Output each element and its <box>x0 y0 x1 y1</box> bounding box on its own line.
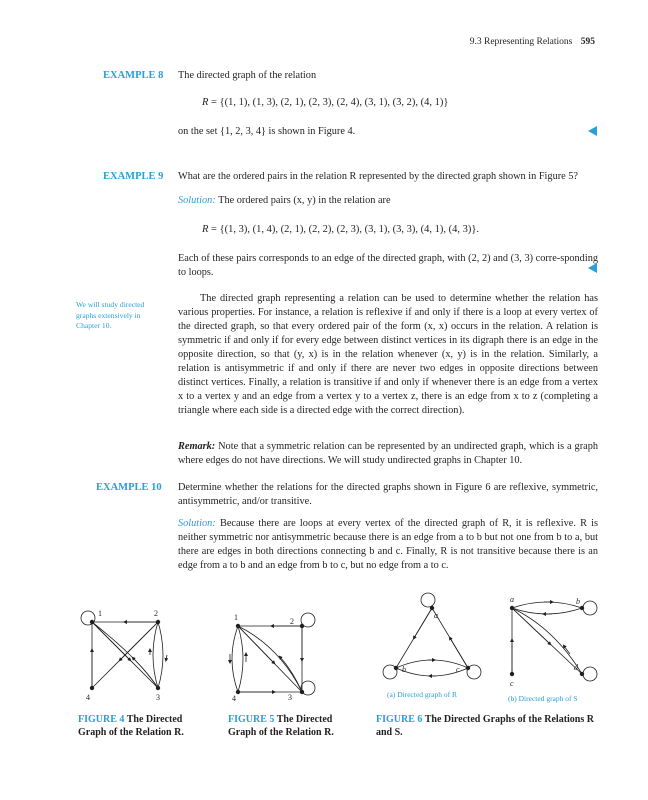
vertex-label: c <box>456 665 460 674</box>
example-10-question: Determine whether the relations for the directed graphs shown in Figure 6 are reflexive, symmetric, antisymmetric, and/or transitive. <box>178 482 598 507</box>
example-9-equation <box>202 224 479 235</box>
figure-5-graph <box>222 602 326 706</box>
vertex-3 <box>156 686 160 690</box>
vertex-1 <box>90 620 94 624</box>
caption-text: The Directed Graphs of the Relations R and S. <box>376 714 594 738</box>
figure-4-caption <box>78 714 193 739</box>
figure-label: FIGURE 6 <box>376 714 423 725</box>
vertex-label: 1 <box>234 613 238 622</box>
example-9-followup: Each of these pairs corresponds to an edge of the directed graph, with (2, 2) and (3, 3) corre-sponding to loops. <box>178 253 598 278</box>
solution-text: Because there are loops at every vertex of the directed graph of R, it is reflexive. R is neither symmetric nor antisymmetric because there is an edge from a to b but not one from b to a, but there are edges in both directions connecting b and c. Finally, R is not transitive because there is an edge from a to b and an edge from b to c, but no edge from a to c. <box>178 518 598 571</box>
figure-label: FIGURE 5 <box>228 714 275 725</box>
vertex-b <box>580 606 584 610</box>
page-number: 595 <box>580 37 595 47</box>
example-8-equation <box>202 97 448 108</box>
margin-note: We will study directed graphs extensively in Chapter 10. <box>76 300 145 330</box>
example-9-label: EXAMPLE 9 <box>103 171 164 182</box>
vertex-label: a <box>510 595 514 604</box>
equation-rhs: = {(1, 3), (1, 4), (2, 1), (2, 2), (2, 3), (3, 1), (3, 3), (4, 1), (4, 3)}. <box>211 224 479 235</box>
edge-4-1 <box>238 626 243 692</box>
figure-5-caption <box>228 714 338 739</box>
vertex-label: 2 <box>290 617 294 626</box>
example-9-question: What are the ordered pairs in the relation R represented by the directed graph shown in Figure 5? <box>178 171 579 182</box>
vertex-a <box>510 606 514 610</box>
example-8-outro: on the set {1, 2, 3, 4} is shown in Figure 4. <box>178 126 356 137</box>
vertex-label: 1 <box>98 609 102 618</box>
vertex-label: 2 <box>154 609 158 618</box>
vertex-3 <box>300 690 304 694</box>
remark-paragraph <box>178 440 598 468</box>
vertex-2 <box>156 620 160 624</box>
loop-edge <box>583 667 597 681</box>
vertex-4 <box>236 690 240 694</box>
vertex-2 <box>300 624 304 628</box>
vertex-label: b <box>402 665 406 674</box>
vertex-label: b <box>576 597 580 606</box>
figure-4-graph <box>70 600 180 706</box>
remark-label: Remark: <box>178 441 216 452</box>
equation-lhs: R <box>202 97 209 108</box>
vertex-label: 4 <box>232 694 236 703</box>
figure-label: FIGURE 4 <box>78 714 125 725</box>
edge-2-3 <box>158 622 163 688</box>
example-10-solution <box>178 517 598 573</box>
figure-6a-caption: (a) Directed graph of R <box>387 690 457 699</box>
equation-lhs: R <box>202 224 209 235</box>
section-title: 9.3 Representing Relations <box>469 37 573 47</box>
example-8-intro: The directed graph of the relation <box>178 70 317 81</box>
properties-paragraph: The directed graph representing a relation can be used to determine whether the relation has various properties. For instance, a relation is reflexive if and only if there is a loop at every vertex of the directed graph, so that every ordered pair of the form (x, x) occurs in the relation. A relation is symmetric if and only if for every edge between distinct vertices in its digraph there is an edge in the opposite direction, so that (y, x) is in the relation whenever (x, y) is in the relation. Similarly, a relation is antisymmetric if and only if there are never two edges in opposite directions between distinct vertices. Finally, a relation is transitive if and only if whenever there is an edge from a vertex x to a vertex y and an edge from a vertex y to a vertex z, there is an edge from x to z (completing a triangle where each side is a directed edge with the correct direction). <box>178 293 598 416</box>
edge-1-4 <box>232 626 238 692</box>
figure-6b-caption: (b) Directed graph of S <box>508 694 578 703</box>
vertex-b <box>394 666 398 670</box>
vertex-label: 3 <box>156 693 160 702</box>
caption-text: The Directed Graph of the Relation R. <box>228 714 334 738</box>
figure-6-caption <box>376 714 598 739</box>
vertex-label: 4 <box>86 693 90 702</box>
vertex-c <box>510 672 514 676</box>
end-of-example-marker <box>588 126 597 136</box>
loop-edge <box>421 593 435 607</box>
vertex-c <box>466 666 470 670</box>
figure-6a-graph <box>378 588 488 690</box>
example-9-solution <box>178 194 598 208</box>
edge-3-2 <box>153 622 158 688</box>
vertex-label: 3 <box>288 693 292 702</box>
vertex-label: c <box>510 679 514 688</box>
running-header <box>470 37 595 47</box>
end-of-example-marker <box>588 263 597 273</box>
solution-label: Solution: <box>178 195 216 206</box>
loop-edge <box>583 601 597 615</box>
figure-6b-graph <box>500 594 602 690</box>
vertex-d <box>580 672 584 676</box>
remark-text: Note that a symmetric relation can be represented by an undirected graph, which is a graph where edges do not have directions. We will study undirected graphs in Chapter 10. <box>178 441 598 466</box>
vertex-label: d <box>574 663 578 672</box>
vertex-label: a <box>434 611 438 620</box>
edge-a-b <box>512 602 582 608</box>
solution-label: Solution: <box>178 518 216 529</box>
equation-rhs: = {(1, 1), (1, 3), (2, 1), (2, 3), (2, 4), (3, 1), (3, 2), (4, 1)} <box>211 97 449 108</box>
vertex-4 <box>90 686 94 690</box>
example-8-label: EXAMPLE 8 <box>103 70 164 81</box>
solution-text: The ordered pairs (x, y) in the relation are <box>218 195 391 206</box>
example-10-label: EXAMPLE 10 <box>96 482 162 493</box>
caption-text: The Directed Graph of the Relation R. <box>78 714 184 738</box>
vertex-1 <box>236 624 240 628</box>
vertex-a <box>430 606 434 610</box>
